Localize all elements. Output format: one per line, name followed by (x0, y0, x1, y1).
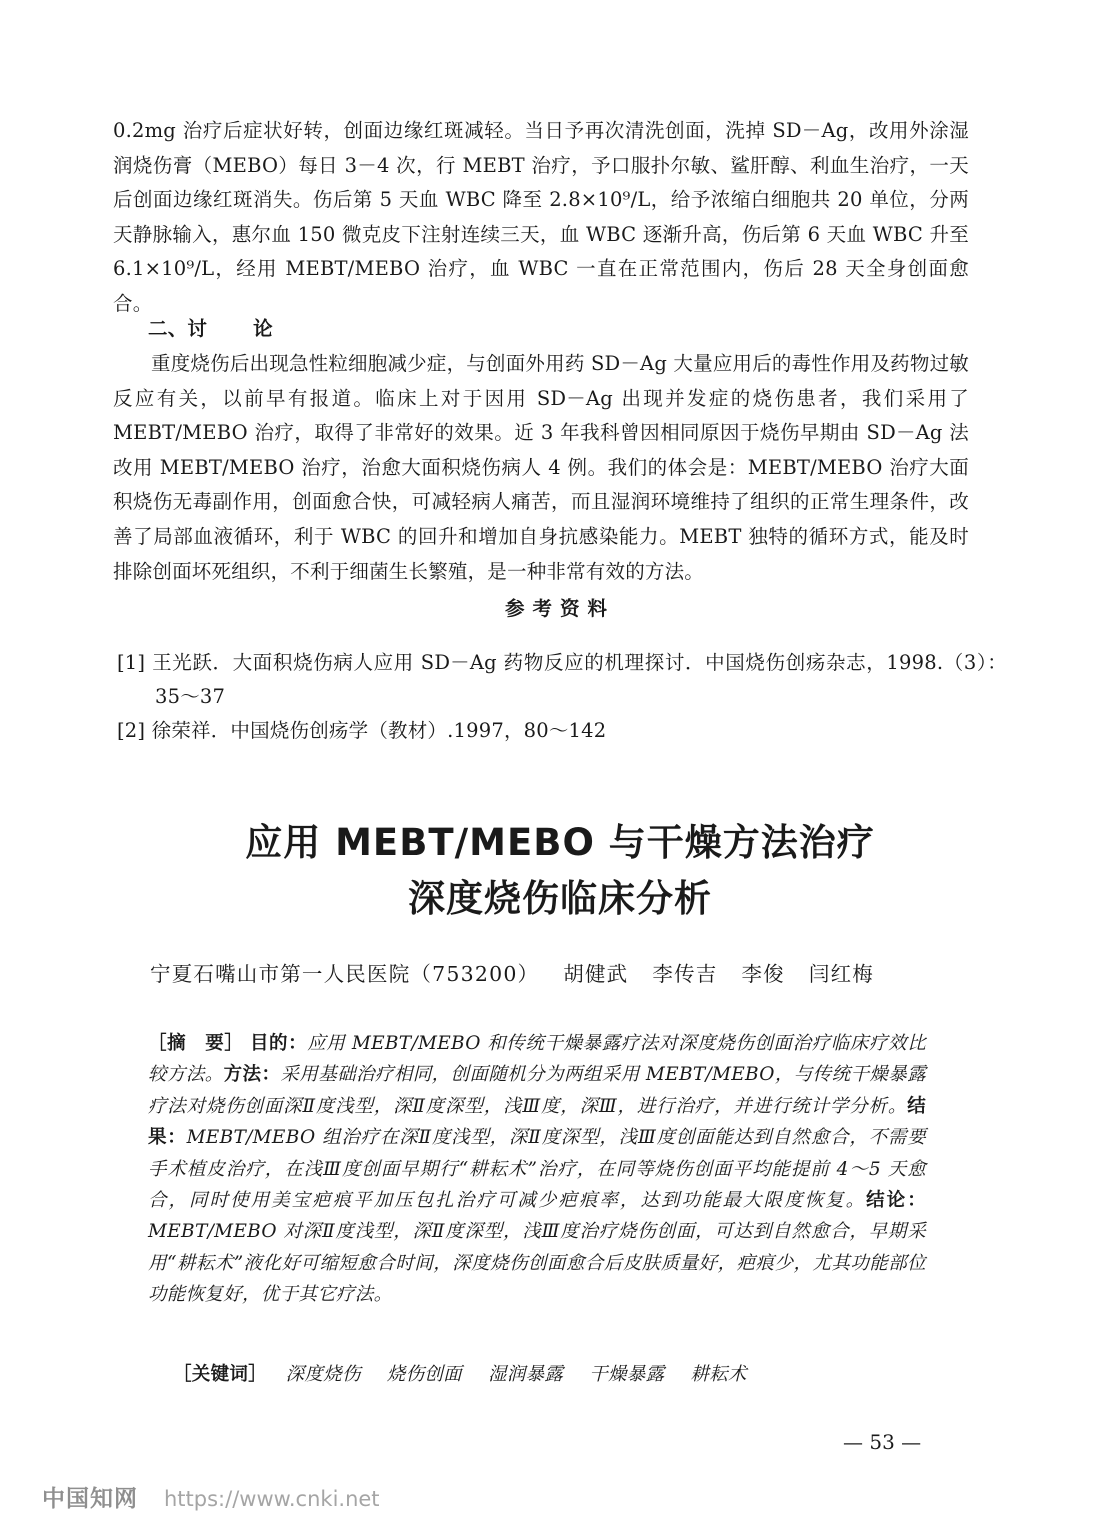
discussion-paragraph: 重度烧伤后出现急性粒细胞减少症，与创面外用药 SD－Ag 大量应用后的毒性作用及药物过敏反应有关，以前早有报道。临床上对于因用 SD－Ag 出现并发症的烧伤患者，我们采用了 MEBT/MEBO 治疗，取得了非常好的效果。近 3 年我科曾因相同原因于烧伤早期由 SD－Ag 法改用 MEBT/MEBO 治疗，治愈大面积烧伤病人 4 例。我们的体会是：MEBT/MEBO 治疗大面积烧伤无毒副作用，创面愈合快，可减轻病人痛苦，而且湿润环境维持了组织的正常生理条件，改善了局部血液循环，利于 WBC 的回升和增加自身抗感染能力。MEBT 独特的循环方式，能及时排除创面坏死组织，不利于细菌生长繁殖，是一种非常有效的方法。 (113, 352, 969, 583)
affiliation: 宁夏石嘴山市第一人民医院（753200） (150, 962, 540, 986)
abstract-purpose-label: 目的： (249, 1033, 308, 1054)
abstract-conclusion: MEBT/MEBO 对深Ⅱ度浅型，深Ⅱ度深型，浅Ⅲ度治疗烧伤创面，可达到自然愈合，早期采用“耕耘术”液化好可缩短愈合时间，深度烧伤创面愈合后皮肤质量好，疤痕少，尤其功能部位功能恢复好，优于其它疗法。 (148, 1221, 926, 1306)
author-2: 李传吉 (652, 962, 718, 986)
cnki-logo-text: 中国知网 (42, 1486, 138, 1512)
page-number: — 53 — (843, 1430, 922, 1454)
case-continuation-paragraph: 0.2mg 治疗后症状好转，创面边缘红斑减轻。当日予再次清洗创面，洗掉 SD－Ag，改用外涂湿润烧伤膏（MEBO）每日 3－4 次，行 MEBT 治疗，予口服扑尔敏、鲨肝醇、利血生治疗，一天后创面边缘红斑消失。伤后第 5 天血 WBC 降至 2.8×10⁹/L，给予浓缩白细胞共 20 单位，分两天静脉输入，惠尔血 150 微克皮下注射连续三天，血 WBC 逐渐升高，伤后第 6 天血 WBC 升至 6.1×10⁹/L，经用 MEBT/MEBO 治疗，血 WBC 一直在正常范围内，伤后 28 天全身创面愈合。 (113, 119, 969, 315)
keyword-item: 干燥暴露 (589, 1364, 665, 1385)
keyword-item: 深度烧伤 (285, 1364, 361, 1385)
article-title-line-2: 深度烧伤临床分析 (408, 877, 712, 920)
keywords-line (173, 1360, 773, 1390)
abstract-result: MEBT/MEBO 组治疗在深Ⅱ度浅型，深Ⅱ度深型，浅Ⅲ度创面能达到自然愈合，不需要手术植皮治疗，在浅Ⅲ度创面早期行“耕耘术”治疗，在同等烧伤创面平均能提前 4～5 天愈合，同时使用美宝疤痕平加压包扎治疗可减少疤痕率，达到功能最大限度恢复。 (148, 1127, 926, 1212)
author-4: 闫红梅 (808, 962, 874, 986)
keywords-label: ［关键词］ (173, 1364, 268, 1385)
reference-item-2: [2] 徐荣祥．中国烧伤创疡学（教材）.1997，80～142 (117, 719, 607, 742)
abstract-conclusion-label: 结论： (866, 1190, 926, 1212)
author-1: 胡健武 (563, 962, 629, 986)
discussion-section-heading (148, 314, 273, 344)
abstract-purpose: 应用 MEBT/MEBO 和传统干燥暴露疗法对深度烧伤创面治疗临床疗效比较方法。 (148, 1033, 926, 1086)
reference-item-1: [1] 王光跃．大面积烧伤病人应用 SD－Ag 药物反应的机理探讨．中国烧伤创疡杂志，1998.（3）：35～37 (117, 651, 1007, 708)
cnki-watermark (42, 1484, 380, 1516)
cnki-url: https://www.cnki.net (164, 1487, 380, 1511)
references-heading: 参考资料 (504, 597, 615, 620)
abstract-result-label: 结果： (148, 1095, 926, 1149)
discussion-heading-part-2: 论 (253, 317, 273, 340)
discussion-heading-part-1: 二、讨 (148, 317, 208, 340)
author-3: 李俊 (741, 962, 785, 986)
abstract-method-label: 方法： (223, 1064, 281, 1086)
keyword-item: 耕耘术 (690, 1364, 747, 1385)
author-line (150, 959, 874, 989)
keyword-item: 烧伤创面 (386, 1364, 462, 1385)
abstract-label: ［摘 要］ (148, 1033, 244, 1054)
keyword-item: 湿润暴露 (487, 1364, 564, 1385)
abstract-block (148, 1028, 926, 1311)
article-title-line-1: 应用 MEBT/MEBO 与干燥方法治疗 (245, 821, 875, 864)
abstract-method: 采用基础治疗相同，创面随机分为两组采用 MEBT/MEBO，与传统干燥暴露疗法对烧伤创面深Ⅱ度浅型，深Ⅱ度深型，浅Ⅲ度，深Ⅲ，进行治疗，并进行统计学分析。 (148, 1064, 927, 1117)
